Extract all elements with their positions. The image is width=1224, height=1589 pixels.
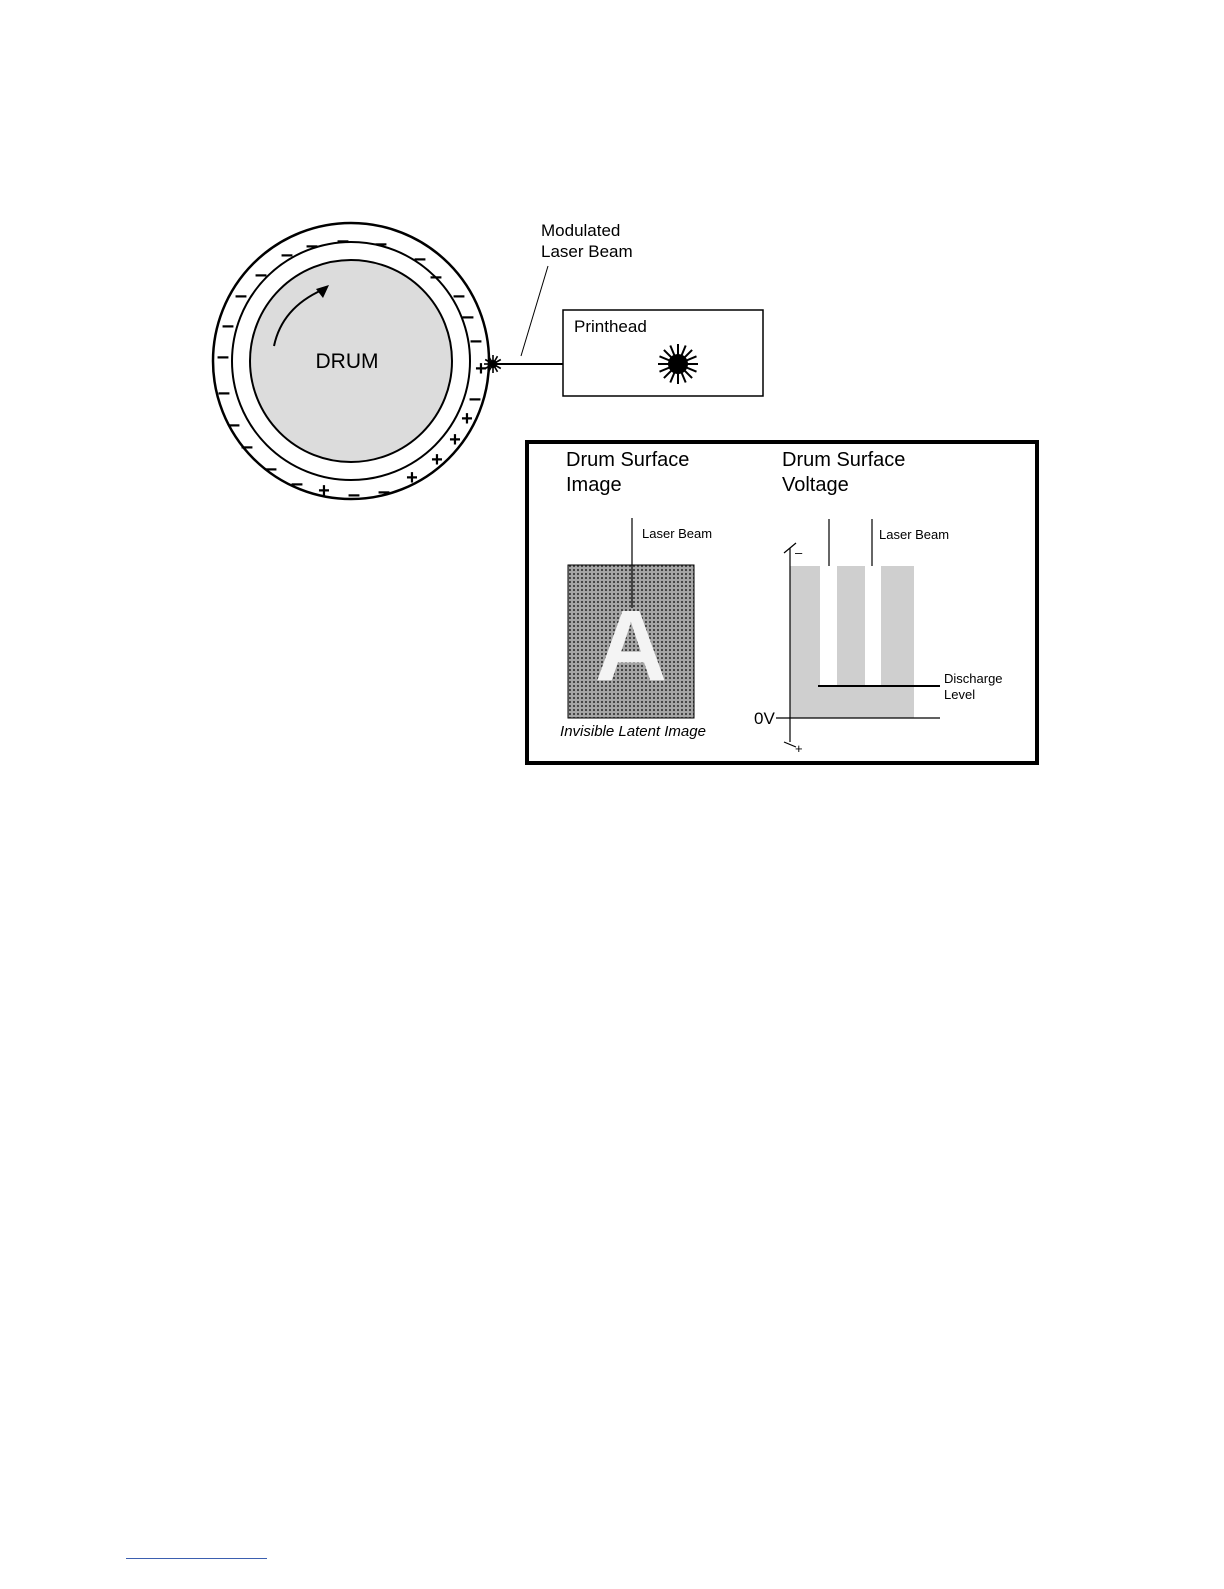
- negative-charge: –: [264, 455, 278, 481]
- negative-charge: –: [429, 263, 443, 289]
- negative-charge: –: [240, 433, 254, 459]
- surface-image-title-line2: Image: [566, 474, 622, 496]
- printhead-label: Printhead: [574, 317, 647, 336]
- positive-charge: +: [461, 408, 473, 430]
- positive-charge: +: [318, 480, 330, 502]
- negative-charge: –: [227, 411, 241, 437]
- discharge-label-line1: Discharge: [944, 671, 1003, 686]
- negative-charge: –: [290, 470, 304, 496]
- negative-charge: –: [221, 312, 235, 338]
- negative-charge: –: [336, 227, 350, 253]
- drum-label: DRUM: [315, 350, 379, 373]
- negative-charge: –: [305, 232, 319, 258]
- drum-assembly: [213, 223, 489, 507]
- negative-charge: –: [374, 230, 388, 256]
- printhead-laser-burst-icon: [658, 344, 698, 384]
- voltage-axis-positive: +: [795, 741, 803, 756]
- negative-charge: –: [217, 379, 231, 405]
- positive-charge: +: [449, 429, 461, 451]
- negative-charge: –: [452, 282, 466, 308]
- inset-panel: [527, 442, 1037, 763]
- negative-charge: –: [254, 261, 268, 287]
- negative-charge: –: [377, 478, 391, 504]
- laser-callout-leader: [521, 266, 548, 356]
- surface-image-title-line1: Drum Surface: [566, 449, 690, 471]
- negative-charge: –: [468, 385, 482, 411]
- positive-charge: +: [406, 467, 418, 489]
- zero-volt-label: 0V: [754, 709, 775, 728]
- positive-charge: +: [475, 358, 487, 380]
- discharge-label-line2: Level: [944, 687, 976, 702]
- voltage-profile: [790, 566, 914, 718]
- printhead: [563, 310, 763, 396]
- negative-charge: –: [280, 241, 294, 267]
- footnote-rule: [126, 1558, 267, 1559]
- negative-charge: –: [234, 282, 248, 308]
- positive-charge: +: [431, 449, 443, 471]
- image-laser-label: Laser Beam: [642, 526, 713, 541]
- negative-charge: –: [413, 245, 427, 271]
- latent-image-letter: A: [594, 590, 668, 702]
- surface-voltage-title-line2: Voltage: [782, 474, 849, 496]
- voltage-axis-negative: –: [795, 545, 803, 560]
- voltage-laser-label: Laser Beam: [879, 527, 950, 542]
- laser-callout-line1: Modulated: [541, 221, 621, 240]
- negative-charge: –: [469, 327, 483, 353]
- negative-charge: –: [347, 481, 361, 507]
- latent-image-caption: Invisible Latent Image: [560, 723, 706, 740]
- negative-charge: –: [216, 343, 230, 369]
- laser-callout-line2: Laser Beam: [541, 242, 633, 261]
- negative-charge: –: [461, 303, 475, 329]
- surface-voltage-title-line1: Drum Surface: [782, 449, 906, 471]
